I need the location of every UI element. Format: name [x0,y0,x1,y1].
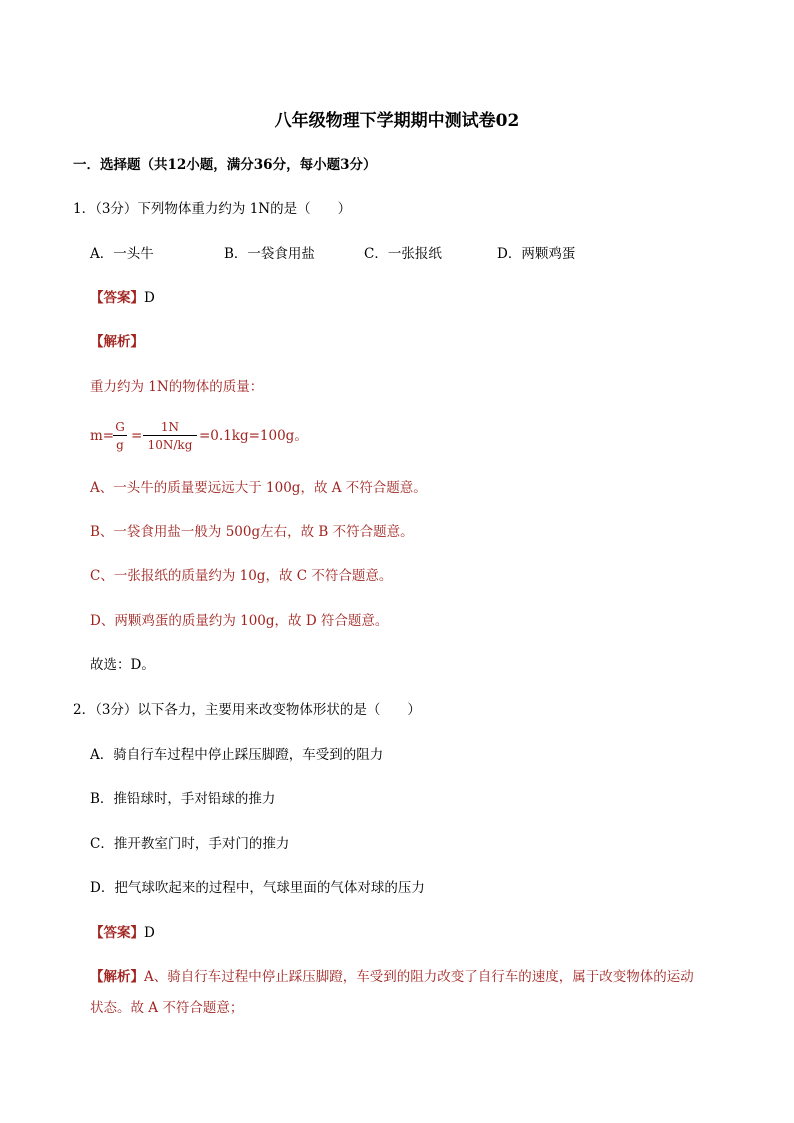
question-1-option-b: B．一袋食用盐 [224,246,315,262]
question-2-option-b: B．推铅球时，手对铅球的推力 [90,791,276,807]
analysis-text: A、骑自行车过程中停止踩压脚蹬，车受到的阻力改变了自行车的速度，属于改变物体的运动 [144,969,694,985]
page-title: 八年级物理下学期期中测试卷02 [274,111,520,131]
question-2-option-a: A．骑自行车过程中停止踩压脚蹬，车受到的阻力 [90,747,384,763]
question-1-answer [90,289,155,307]
question-2-answer [90,924,155,942]
question-2-analysis-line-1 [90,968,694,986]
question-1-option-a: A．一头牛 [90,246,154,262]
question-2-option-c: C．推开教室门时，手对门的推力 [90,836,290,852]
formula-fraction-1-numerator: G [113,420,127,436]
question-1-analysis-line-d: D、两颗鸡蛋的质量约为 100g，故 D 符合题意。 [90,613,389,629]
question-1-option-d: D．两颗鸡蛋 [497,246,576,262]
question-1-stem: 1．（3分）下列物体重力约为 1N的是（ ） [73,201,352,217]
formula-equals: = [131,428,143,444]
question-1-analysis-line-a: A、一头牛的质量要远远大于 100g，故 A 不符合题意。 [90,480,427,496]
formula-fraction-2 [143,420,197,452]
question-2-option-d: D．把气球吹起来的过程中，气球里面的气体对球的压力 [90,880,425,896]
question-1-option-c: C．一张报纸 [364,246,442,262]
answer-value: D [144,925,155,941]
question-2-analysis-line-2: 状态。故 A 不符合题意； [90,1000,244,1016]
answer-label: 【答案】 [90,925,144,941]
formula-fraction-2-denominator: 10N/kg [147,438,193,452]
analysis-label: 【解析】 [90,969,144,985]
question-1-analysis-line-c: C、一张报纸的质量约为 10g，故 C 不符合题意。 [90,568,393,584]
question-1-conclusion: 故选：D。 [90,657,155,673]
formula-fraction-2-numerator: 1N [143,420,197,436]
formula-lhs: m= [90,428,115,444]
question-1-analysis-intro: 重力约为 1N的物体的质量： [90,379,264,395]
question-1-analysis-line-b: B、一袋食用盐一般为 500g左右，故 B 不符合题意。 [90,524,414,540]
question-1-analysis-label: 【解析】 [90,334,144,350]
answer-label: 【答案】 [90,290,144,306]
section-heading: 一．选择题（共12小题，满分36分，每小题3分） [73,157,377,173]
formula-fraction-1-denominator: g [116,438,124,452]
question-2-stem: 2．（3分）以下各力，主要用来改变物体形状的是（ ） [73,702,421,718]
formula-fraction-1 [113,420,127,452]
formula-rhs: =0.1kg=100g。 [199,428,308,444]
question-1-formula [90,418,430,458]
answer-value: D [144,290,155,306]
